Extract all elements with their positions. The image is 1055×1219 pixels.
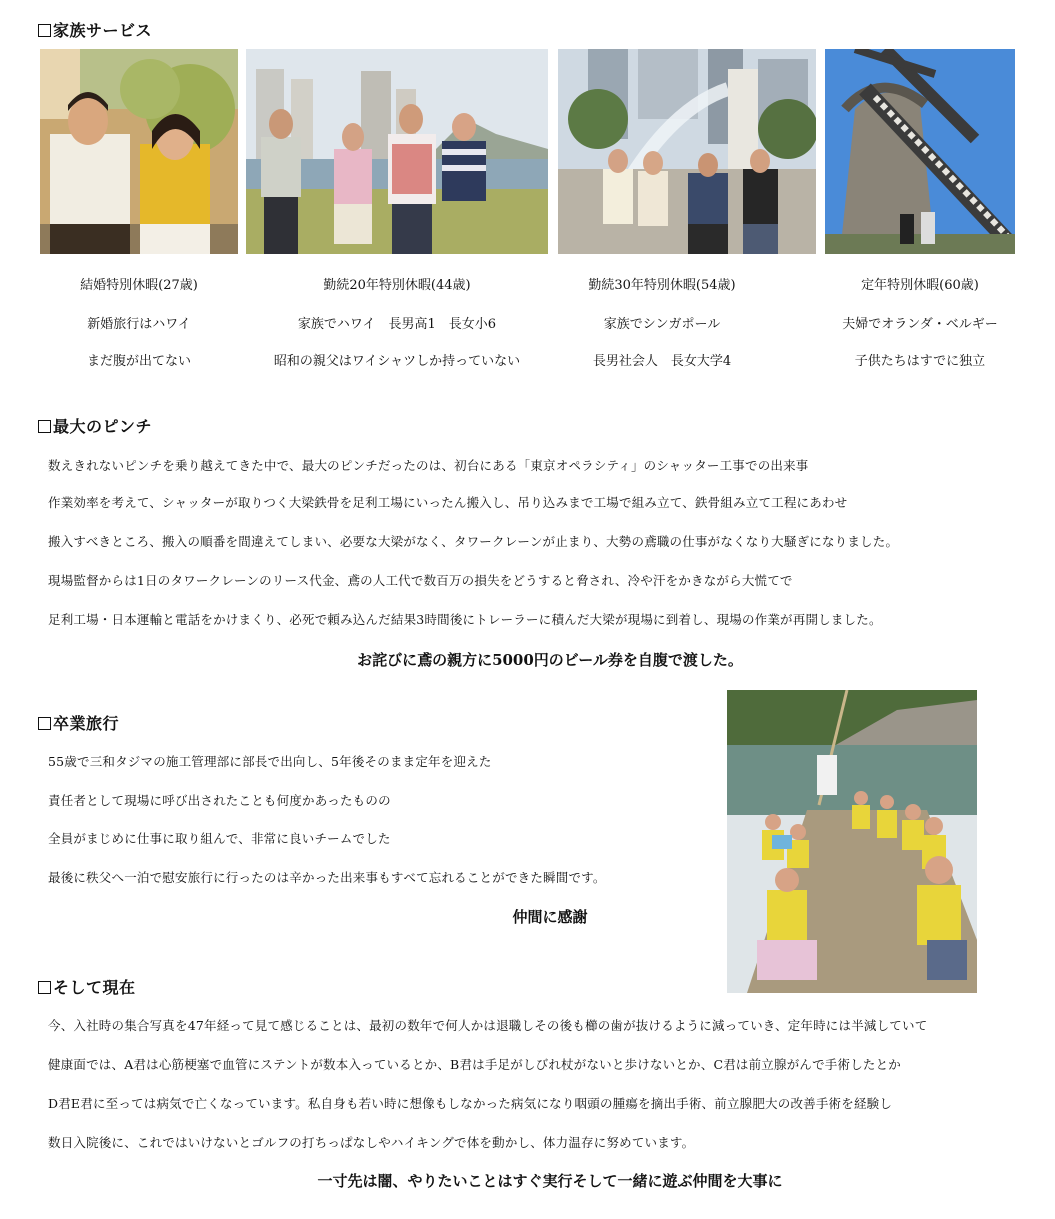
caption-line: 子供たちはすでに独立 [854, 354, 986, 369]
caption-line: 勤続20年特別休暇(44歳) [323, 278, 471, 293]
caption-line: 家族でハワイ 長男高1 長女小6 [297, 317, 497, 332]
paragraph-line: 数えきれないピンチを乗り越えてきた中で、最大のピンチだったのは、初台にある「東京オペラシティ」のシャッター工事での出来事 [48, 458, 809, 473]
checkbox-square-icon [38, 981, 51, 994]
caption-line: 定年特別休暇(60歳) [861, 278, 979, 293]
caption-line: 昭和の親父はワイシャツしか持っていない [273, 354, 521, 369]
paragraph-line: 全員がまじめに仕事に取り組んで、非常に良いチームでした [48, 831, 391, 846]
checkbox-square-icon [38, 420, 51, 433]
pinch-conclusion: お詫びに鳶の親方に5000円のビール券を自腹で渡した。 [357, 651, 743, 669]
paragraph-line: 責任者として現場に呼び出されたことも何度かあったものの [48, 793, 391, 808]
paragraph-line: 今、入社時の集合写真を47年経って見て感じることは、最初の数年で何人かは退職しその後も櫛の歯が抜けるように減っていき、定年時には半減していて [48, 1018, 928, 1033]
paragraph-line: 最後に秩父へ一泊で慰安旅行に行ったのは辛かった出来事もすべて忘れることができた瞬間です。 [48, 870, 606, 885]
present-conclusion: 一寸先は闇、やりたいことはすぐ実行そして一緒に遊ぶ仲間を大事に [317, 1172, 783, 1190]
section-heading-pinch: 最大のピンチ [38, 414, 152, 437]
section-heading-graduation: 卒業旅行 [38, 711, 119, 734]
couple-photo [40, 49, 238, 254]
paragraph-line: 現場監督からは1日のタワークレーンのリース代金、鳶の人工代で数百万の損失をどうすると脅され、冷や汗をかきながら大慌てで [48, 573, 793, 588]
caption-line: まだ腹が出てない [86, 354, 191, 369]
thanks-text: 仲間に感謝 [512, 908, 588, 926]
paragraph-line: 搬入すべきところ、搬入の順番を間違えてしまい、必要な大梁がなく、タワークレーンが止まり、大勢の鳶職の仕事がなくなり大騒ぎになりました。 [48, 534, 899, 549]
caption-line: 勤続30年特別休暇(54歳) [588, 278, 736, 293]
section-heading-present: そして現在 [38, 975, 136, 998]
paragraph-line: 作業効率を考えて、シャッターが取りつく大梁鉄骨を足利工場にいったん搬入し、吊り込みまで工場で組み立て、鉄骨組み立て工程にあわせ [48, 495, 848, 510]
checkbox-square-icon [38, 24, 51, 37]
caption-line: 夫婦でオランダ・ベルギー [842, 317, 998, 332]
caption-line: 新婚旅行はハワイ [87, 317, 191, 332]
paragraph-line: D君E君に至っては病気で亡くなっています。私自身も若い時に想像もしなかった病気になり咽頭の腫瘍を摘出手術、前立腺肥大の改善手術を経験し [48, 1096, 893, 1111]
caption-line: 家族でシンガポール [603, 317, 721, 332]
singapore-family-photo [558, 49, 816, 254]
caption-line: 長男社会人 長女大学4 [592, 354, 732, 369]
windmill-photo [825, 49, 1015, 254]
section-heading-family: 家族サービス [38, 18, 152, 41]
paragraph-line: 健康面では、A君は心筋梗塞で血管にステントが数本入っているとか、B君は手足がしびれ杖がないと歩けないとか、C君は前立腺がんで手術したとか [48, 1057, 902, 1072]
checkbox-square-icon [38, 717, 51, 730]
caption-line: 結婚特別休暇(27歳) [80, 278, 198, 293]
paragraph-line: 数日入院後に、これではいけないとゴルフの打ちっぱなしやハイキングで体を動かし、体力温存に努めています。 [48, 1135, 695, 1150]
paragraph-line: 55歳で三和タジマの施工管理部に部長で出向し、5年後そのまま定年を迎えた [48, 754, 492, 769]
boat-trip-photo [727, 690, 977, 993]
hawaii-family-photo [246, 49, 548, 254]
paragraph-line: 足利工場・日本運輸と電話をかけまくり、必死で頼み込んだ結果3時間後にトレーラーに積んだ大梁が現場に到着し、現場の作業が再開しました。 [48, 612, 882, 627]
